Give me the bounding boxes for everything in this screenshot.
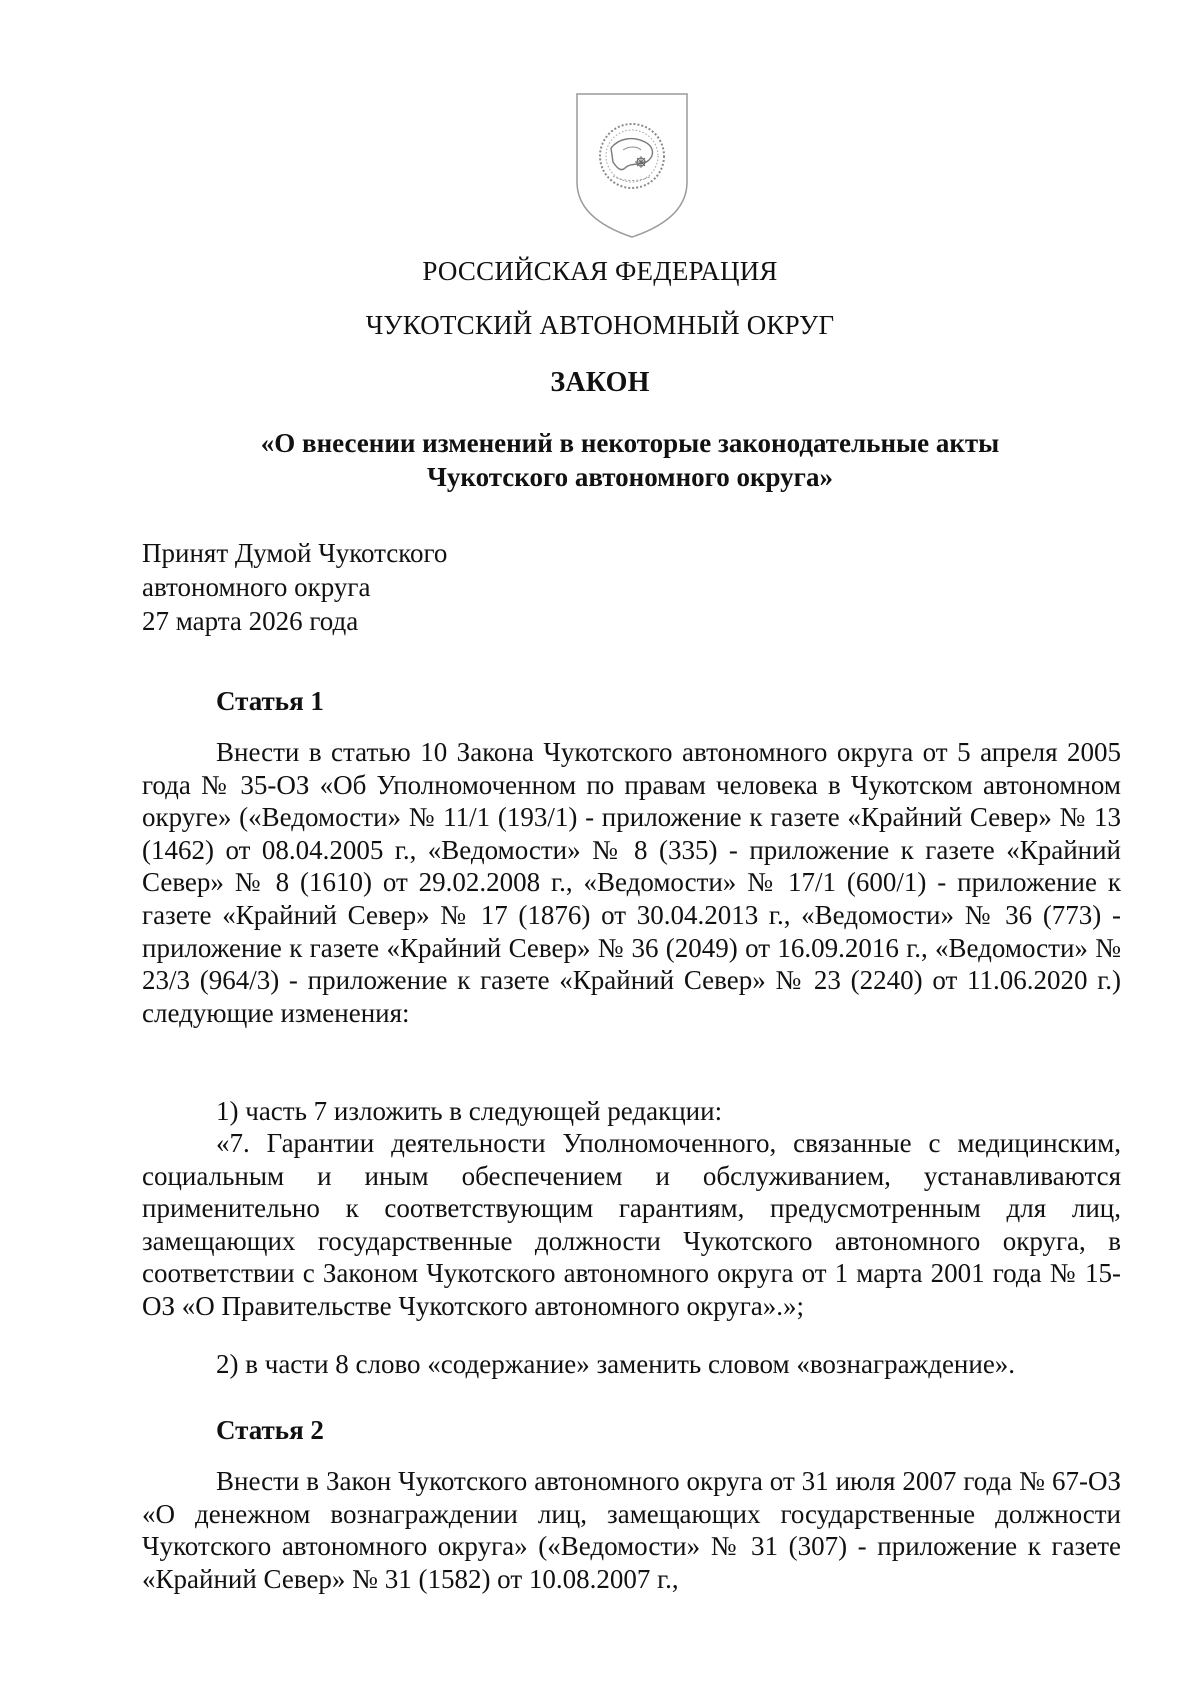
adoption-line-2: автономного округа [142,572,371,602]
okrug-heading: ЧУКОТСКИЙ АВТОНОМНЫЙ ОКРУГ [365,310,835,340]
law-title-line-2: Чукотского автономного округа» [427,462,833,492]
federation-heading: РОССИЙСКАЯ ФЕДЕРАЦИЯ [422,256,778,286]
document-type-heading: ЗАКОН [550,367,650,398]
article-1-item-1: 1) часть 7 изложить в следующей редакции: [216,1096,723,1126]
adoption-line-1: Принят Думой Чукотского [142,538,448,568]
article-1-item-2: 2) в части 8 слово «содержание» заменить словом «вознаграждение». [216,1349,1016,1379]
law-title-line-1: «О внесении изменений в некоторые законодательные акты [260,428,1000,458]
adoption-info [142,536,447,638]
coat-of-arms-icon [573,90,691,240]
adoption-date: 27 марта 2026 года [142,606,359,636]
article-2-heading: Статья 2 [216,1415,324,1445]
law-title [140,426,1120,494]
article-1-heading: Статья 1 [216,686,324,716]
article-2-intro: Внести в Закон Чукотского автономного округа от 31 июля 2007 года № 67-ОЗ «О денежном вознаграждении лиц, замещающих государственные должности Чукотского автономного округа» («Ведомости» № 31 (307) - приложение к газете «Крайний Север» № 31 (1582) от 10.08.2007 г., [142,1466,1121,1594]
article-1-intro: Внести в статью 10 Закона Чукотского автономного округа от 5 апреля 2005 года № 35-ОЗ «Об Уполномоченном по правам человека в Чукотском автономном округе» («Ведомости» № 11/1 (193/1) - приложение к газете «Крайний Север» № 13 (1462) от 08.04.2005 г., «Ведомости» № 8 (335) - приложение к газете «Крайний Север» № 8 (1610) от 29.02.2008 г., «Ведомости» № 17/1 (600/1) - приложение к газете «Крайний Север» № 17 (1876) от 30.04.2013 г., «Ведомости» № 36 (773) - приложение к газете «Крайний Север» № 36 (2049) от 16.09.2016 г., «Ведомости» № 23/3 (964/3) - приложение к газете «Крайний Север» № 23 (2240) от 11.06.2020 г.) следующие изменения: [142,737,1121,1028]
article-1-item-1-quote: «7. Гарантии деятельности Уполномоченного, связанные с медицинским, социальным и иным обеспечением и обслуживанием, устанавливаются применительно к соответствующим гарантиям, предусмотренным для лиц, замещающих государственные должности Чукотского автономного округа, в соответствии с Законом Чукотского автономного округа от 1 марта 2001 года № 15-ОЗ «О Правительстве Чукотского автономного округа».»; [142,1128,1121,1321]
